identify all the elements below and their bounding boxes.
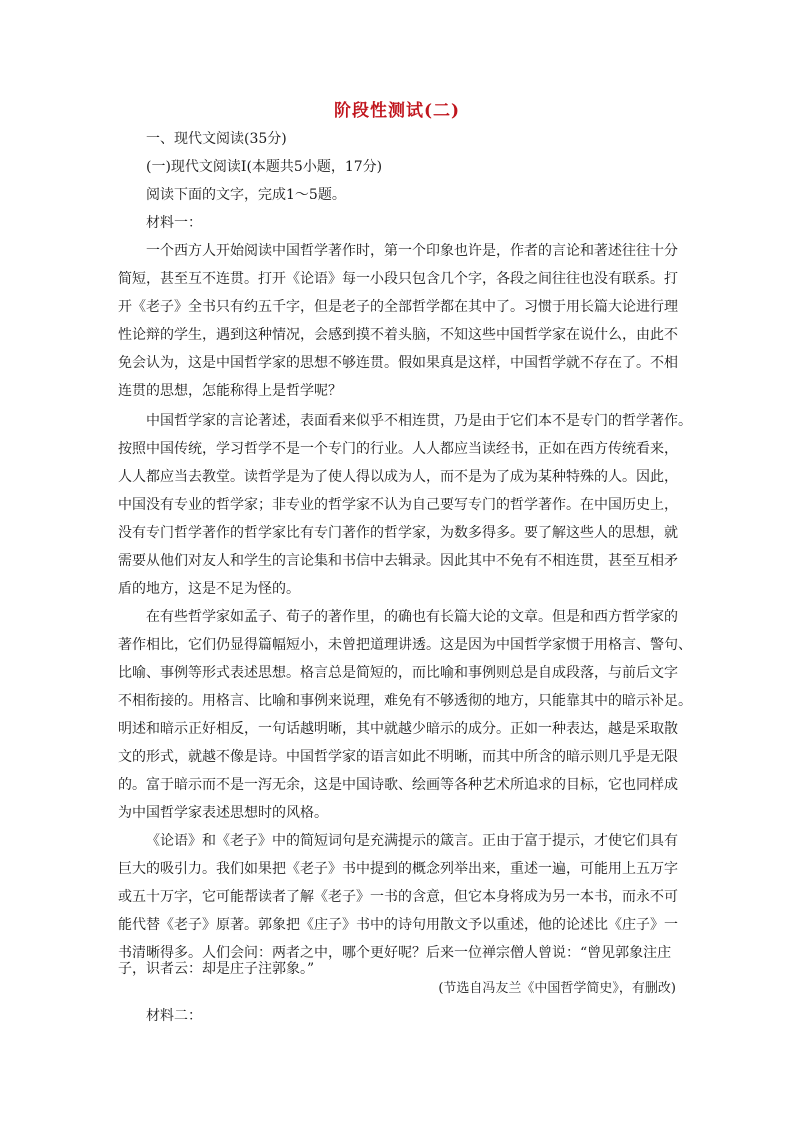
paragraph-line: 需要从他们对友人和学生的言论集和书信中去辑录。因此其中不免有不相连贯，甚至互相矛 (118, 553, 678, 569)
paragraph-line: 明述和暗示正好相反，一句话越明晰，其中就越少暗示的成分。正如一种表达，越是采取散 (118, 721, 678, 737)
paragraph-line: 中国哲学家的言论著述，表面看来似乎不相连贯，乃是由于它们本不是专门的哲学著作。 (146, 413, 692, 429)
paragraph-line: 巨大的吸引力。我们如果把《老子》书中提到的概念列举出来，重述一遍，可能用上五万字 (118, 861, 678, 877)
paragraph-line: 开《老子》全书只有约五千字，但是老子的全部哲学都在其中了。习惯于用长篇大论进行理 (118, 299, 678, 315)
paragraph-line: 按照中国传统，学习哲学不是一个专门的行业。人人都应当读经书，正如在西方传统看来， (118, 441, 678, 457)
paragraph-line: 著作相比，它们仍显得篇幅短小，未曾把道理讲透。这是因为中国哲学家惯于用格言、警句、 (118, 637, 692, 653)
material-label: 材料一： (146, 215, 202, 231)
paragraph-line: 一个西方人开始阅读中国哲学著作时，第一个印象也许是，作者的言论和著述往往十分 (146, 243, 678, 259)
paragraph-line: 盾的地方，这是不足为怪的。 (118, 581, 300, 597)
paragraph-line: 人人都应当去教堂。读哲学是为了使人得以成为人，而不是为了成为某种特殊的人。因此， (118, 469, 678, 485)
paragraph-line: 中国没有专业的哲学家；非专业的哲学家不认为自己要写专门的哲学著作。在中国历史上， (118, 497, 678, 513)
paragraph-line: 为中国哲学家表述思想时的风格。 (118, 805, 328, 821)
paragraph-line: 没有专门哲学著作的哲学家比有专门著作的哲学家，为数多得多。要了解这些人的思想，就 (118, 525, 678, 541)
paragraph-line: 连贯的思想，怎能称得上是哲学呢？ (118, 383, 342, 399)
paragraph-line: 比喻、事例等形式表述思想。格言总是简短的，而比喻和事例则总是自成段落，与前后文字 (118, 665, 678, 681)
paragraph-line: 性论辩的学生，遇到这种情况，会感到摸不着头脑，不知这些中国哲学家在说什么，由此不 (118, 327, 678, 343)
section-heading: 一、现代文阅读(35分) (146, 131, 287, 147)
material-label: 材料二： (146, 1008, 202, 1024)
paragraph-line: 或五十万字，它可能帮读者了解《老子》一书的含意，但它本身将成为另一本书，而永不可 (118, 889, 678, 905)
paragraph-line: 不相衔接的。用格言、比喻和事例来说理，难免有不够透彻的地方，只能靠其中的暗示补足。 (118, 693, 692, 709)
paragraph-line: 子，识者云：却是庄子注郭象。” (118, 961, 315, 977)
subsection-heading: (一)现代文阅读Ⅰ(本题共5小题，17分) (146, 159, 383, 175)
page-title: 阶段性测试(二) (333, 101, 461, 121)
paragraph-line: 免会认为，这是中国哲学家的思想不够连贯。假如果真是这样，中国哲学就不存在了。不相 (118, 355, 678, 371)
paragraph-line: 能代替《老子》原著。郭象把《庄子》书中的诗句用散文予以重述，他的论述比《庄子》一 (118, 917, 678, 933)
paragraph-line: 《论语》和《老子》中的简短词句是充满提示的箴言。正由于富于提示，才使它们具有 (146, 833, 678, 849)
paragraph-line: 文的形式，就越不像是诗。中国哲学家的语言如此不明晰，而其中所含的暗示则几乎是无限 (118, 749, 678, 765)
paragraph-line: 简短，甚至互不连贯。打开《论语》每一小段只包含几个字，各段之间往往也没有联系。打 (118, 271, 678, 287)
source-citation: (节选自冯友兰《中国哲学简史》，有删改) (438, 981, 676, 996)
paragraph-line: 书清晰得多。人们会问：两者之中，哪个更好呢？后来一位禅宗僧人曾说：“曾见郭象注庄 (118, 945, 672, 961)
paragraph-line: 的。富于暗示而不是一泻无余，这是中国诗歌、绘画等各种艺术所追求的目标，它也同样成 (118, 777, 678, 793)
instruction-text: 阅读下面的文字，完成1～5题。 (146, 187, 346, 203)
paragraph-line: 在有些哲学家如孟子、荀子的著作里，的确也有长篇大论的文章。但是和西方哲学家的 (146, 609, 678, 625)
